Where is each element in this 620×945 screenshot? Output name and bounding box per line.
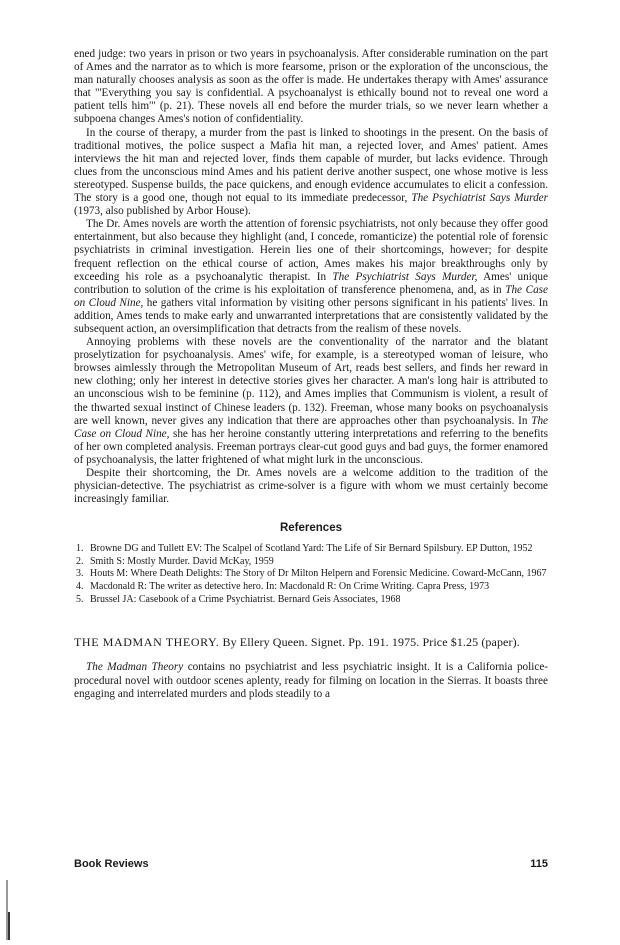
reference-number: 1. xyxy=(76,543,84,555)
reference-text: Houts M: Where Death Delights: The Story of Dr Milton Helpern and Forensic Medicine. Coward-McCann, 1967 xyxy=(90,568,547,580)
reference-item xyxy=(74,581,548,593)
review-book-details: By Ellery Queen. Signet. Pp. 191. 1975. Price $1.25 (paper). xyxy=(222,635,520,650)
text-run: (1973, also published by Arbor House). xyxy=(74,205,251,218)
text-run: Despite their shortcoming, the Dr. Ames novels are a welcome addition to the tradition of the physician-detective. The psychiatrist as crime-solver is a figure with whom we must certainly become increasingly familiar. xyxy=(74,467,548,506)
italic-title-text: The Psychiatrist Says Murder xyxy=(411,192,548,205)
footer-page-number: 115 xyxy=(530,858,548,870)
review-header xyxy=(74,635,548,649)
body-paragraph xyxy=(74,127,548,219)
text-run: he gathers vital information by visiting other persons significant in his patients' lives. In addition, Ames tends to make early and unwarranted interpretations that are consistently validated by the subsequent action, an oversimplification that detracts from the realism of these novels. xyxy=(74,296,548,335)
review-body xyxy=(74,661,548,701)
reference-text: Smith S: Mostly Murder. David McKay, 1959 xyxy=(90,555,274,567)
reference-text: Browne DG and Tullett EV: The Scalpel of Scotland Yard: The Life of Sir Bernard Spilsbury. EP Dutton, 1952 xyxy=(90,543,533,555)
text-run: The Dr. Ames novels are worth the attention of forensic psychiatrists, not only because they offer good entertainment, but also because they highlight (and, I concede, romanticize) the potential role of forensic psychiatrists in criminal investigation. Herein lies one of their shortcomings, however; for despite frequent reflection on the ethical course of action, Ames makes his major breakthroughs only by exceeding his role as a psychoanalytic therapist. In xyxy=(74,218,548,283)
text-run: ened judge: two years in prison or two years in psychoanalysis. After considerable rumination on the part of Ames and the narrator as to which is more fearsome, prison or the exploration of the unconscious, the man naturally chooses analysis as soon as the offer is made. He undertakes therapy with Ames' assurance that "'Everything you say is confidential. A psychoanalyst is ethically bound not to reveal one word a patient tells him'" (p. 21). These novels all end before the murder trials, so we never learn whether a subpoena changes Ames's notion of confidentiality. xyxy=(74,48,548,126)
text-run: Ames' unique contribution to solution of the crime is his exploitation of transference phenomena, and, as in xyxy=(74,270,548,296)
body-paragraph xyxy=(74,218,548,336)
footer-section-title: Book Reviews xyxy=(74,858,149,870)
page-content xyxy=(74,48,548,701)
italic-title-text: The Madman Theory xyxy=(86,661,184,674)
reference-number: 4. xyxy=(76,581,84,593)
review-book-title: THE MADMAN THEORY. xyxy=(74,635,220,650)
reference-item xyxy=(74,543,548,555)
page-footer xyxy=(74,858,548,874)
body-paragraph xyxy=(74,48,548,127)
scan-margin-mark-dark xyxy=(8,912,10,940)
references-heading: References xyxy=(279,522,342,535)
body-paragraph xyxy=(74,336,548,467)
reference-text: Brussel JA: Casebook of a Crime Psychiatrist. Bernard Geis Associates, 1968 xyxy=(90,593,401,605)
text-run: In the course of therapy, a murder from the past is linked to shootings in the present. On the basis of traditional motives, the police suspect a Mafia hit man, a rejected lover, and Ames' patient. Ames interviews the hit man and rejected lover, finds them capable of murder, but lacks evidence. Through clues from the unconscious mind Ames and his patient derive another suspect, one whose motive is less stereotyped. Suspense builds, the pace quickens, and enough evidence accumulates to elicit a confession. The story is a good one, though not equal to its immediate predecessor, xyxy=(74,126,548,205)
text-run: contains no psychiatrist and less psychiatric insight. It is a California police-procedural novel with outdoor scenes aplenty, ready for filming on location in the Sierras. It boasts three engaging and interrelated murders and plods steadily to a xyxy=(74,661,549,700)
text-run: she has her heroine constantly uttering interpretations and referring to the benefits of her own completed analysis. Freeman portrays clear-cut good guys and bad guys, the former enamored of psychoanalysis, the latter frightened of what might lurk in the unconscious. xyxy=(74,427,549,466)
reference-number: 2. xyxy=(76,555,84,567)
body-paragraph xyxy=(74,467,548,506)
text-run: Annoying problems with these novels are the conventionality of the narrator and the blatant proselytization for psychoanalysis. Ames' wife, for example, is a stereotyped woman of leisure, who browses aimlessly through the Metropolitan Museum of Art, reads best sellers, and finds her reward in new clothing; only her interest in detective stories gives her character. A man's long hair is attributed to an unconscious wish to be feminine (p. 112), and Ames implies that Communism is violent, a result of the thwarted sexual instinct of Chinese leaders (p. 132). Freeman, whose many books on psychoanalysis are well known, never gives any indication that there are approaches other than psychoanalysis. In xyxy=(74,336,548,427)
references-list xyxy=(74,543,548,605)
reference-number: 5. xyxy=(76,593,84,605)
article-body xyxy=(74,48,548,506)
reference-text: Macdonald R: The writer as detective hero. In: Macdonald R: On Crime Writing. Capra Press, 1973 xyxy=(90,581,490,593)
reference-item xyxy=(74,594,548,606)
reference-number: 3. xyxy=(76,568,84,580)
italic-title-text: The Case on Cloud Nine, xyxy=(74,283,548,309)
italic-title-text: The Psychiatrist Says Murder, xyxy=(332,270,478,283)
italic-title-text: The Case on Cloud Nine, xyxy=(74,414,548,440)
reference-item xyxy=(74,556,548,568)
reference-item xyxy=(74,568,548,580)
